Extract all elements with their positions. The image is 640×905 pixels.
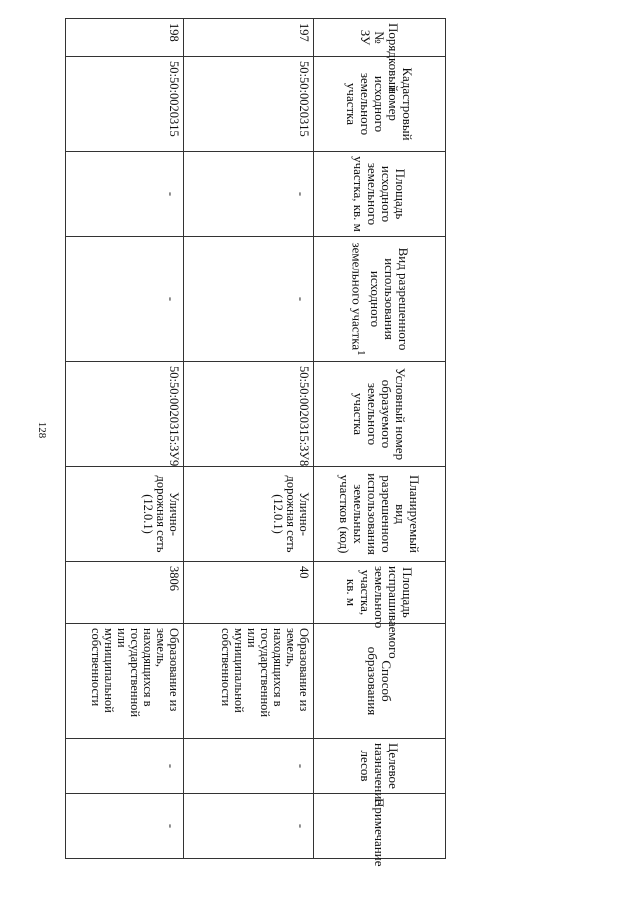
footnote-mark: 1	[354, 350, 367, 356]
page-number: 128	[36, 421, 48, 439]
header-order-no: Порядковый № ЗУ	[314, 19, 446, 57]
cell-forest-purpose: -	[184, 739, 314, 794]
header-planned-use: Планируемый вид разрешенного использования земельных участков (код)	[314, 467, 446, 562]
cell-requested-area: 40	[184, 562, 314, 624]
cell-cadastral-no: 50:50:0020315	[184, 57, 314, 152]
cell-source-area: -	[184, 152, 314, 237]
land-plots-table	[66, 18, 446, 867]
cell-order-no: 197	[184, 19, 314, 57]
cell-source-use: -	[184, 237, 314, 362]
cell-planned-use: Улично-дорожная сеть (12.0.1)	[66, 467, 184, 562]
cell-requested-area: 3806	[66, 562, 184, 624]
header-cadastral-no: Кадастровый номер исходного земельного участка	[314, 57, 446, 152]
header-formation-method: Способ образования	[314, 624, 446, 739]
cell-forest-purpose: -	[66, 739, 184, 794]
cell-order-no: 198	[66, 19, 184, 57]
cell-cadastral-no: 50:50:0020315	[66, 57, 184, 152]
header-conditional-no: Условный номер образуемого земельного участка	[314, 362, 446, 467]
cell-formation-method: Образование из земель, находящихся в государственной или муниципальной собственности	[66, 624, 184, 739]
cell-note: -	[184, 794, 314, 859]
cell-formation-method: Образование из земель, находящихся в государственной или муниципальной собственности	[184, 624, 314, 739]
header-forest-purpose: Целевое назначение лесов	[314, 739, 446, 794]
header-source-area: Площадь исходного земельного участка, кв. м	[314, 152, 446, 237]
table-row	[184, 19, 314, 859]
cell-note: -	[66, 794, 184, 859]
cell-conditional-no: 50:50:0020315:ЗУ8	[184, 362, 314, 467]
cell-planned-use: Улично-дорожная сеть (12.0.1)	[184, 467, 314, 562]
header-source-use	[314, 237, 446, 362]
header-note: Примечание	[314, 794, 446, 859]
header-requested-area: Площадь испрашиваемого земельного участка, кв. м	[314, 562, 446, 624]
header-source-use-text: Вид разрешенного использования исходного земельного участка	[349, 242, 411, 351]
cell-source-use: -	[66, 237, 184, 362]
table-row	[66, 19, 184, 859]
cell-conditional-no: 50:50:0020315:ЗУ9	[66, 362, 184, 467]
cell-source-area: -	[66, 152, 184, 237]
table-header-row	[314, 19, 446, 859]
